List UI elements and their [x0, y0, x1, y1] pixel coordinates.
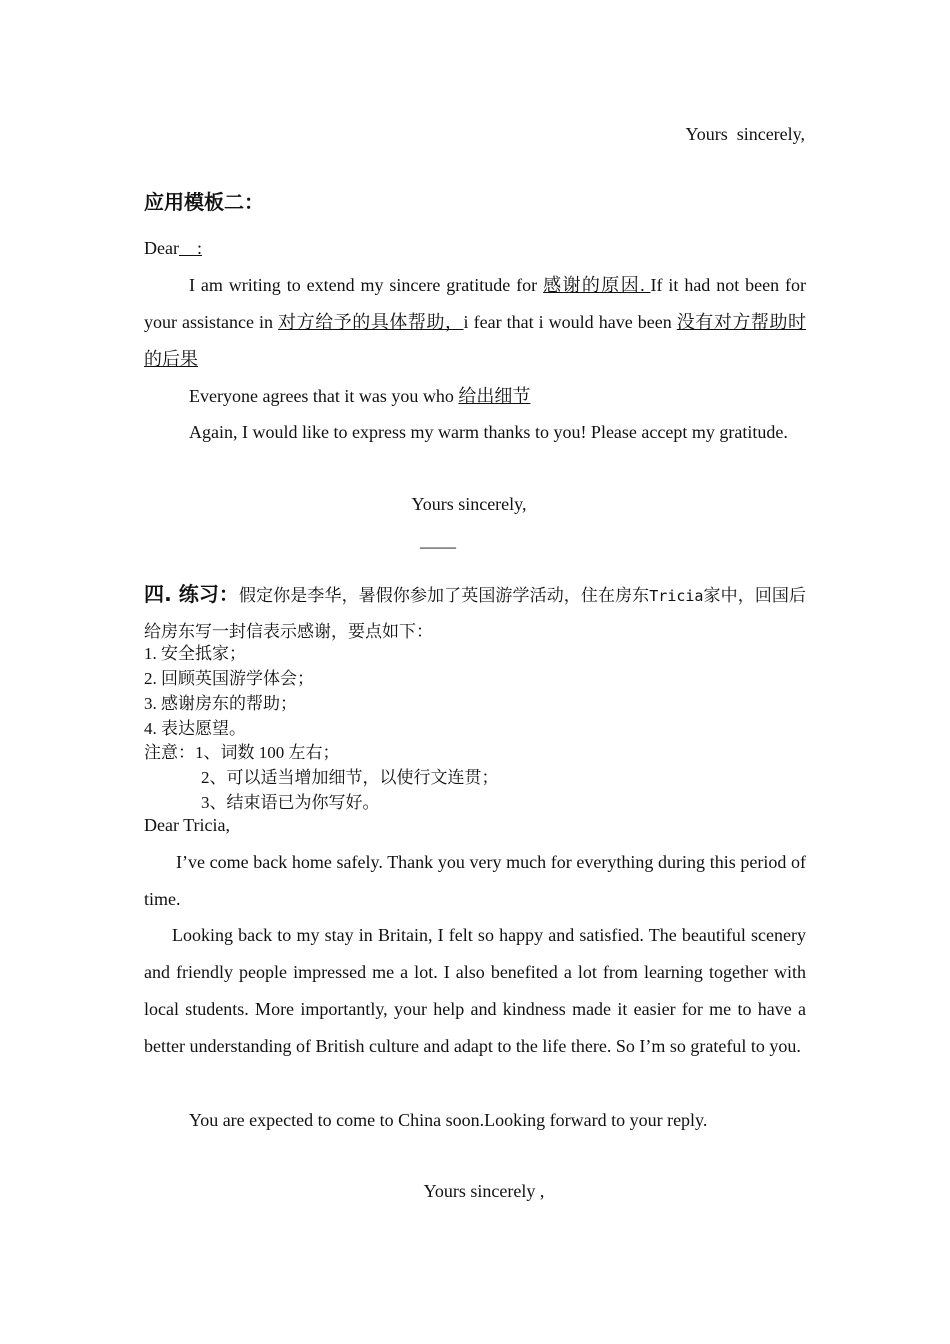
text-span: Tricia — [649, 587, 704, 605]
template-paragraph-1 — [144, 267, 806, 378]
note-item: 3、结束语已为你写好。 — [201, 793, 380, 812]
letter-paragraph-3: You are expected to come to China soon.Looking forward to your reply. — [189, 1110, 708, 1130]
text-span: i fear that i would have been — [463, 312, 677, 332]
signature-line: ____ — [420, 530, 456, 550]
point-item: 3. 感谢房东的帮助； — [144, 694, 297, 713]
text-span: If it had not been for your assistance in — [144, 275, 806, 332]
note-item: 注意：1、词数 100 左右； — [144, 743, 340, 762]
salutation-dear: Dear — [144, 238, 179, 258]
blank-help: 对方给予的具体帮助， — [278, 312, 464, 332]
exercise-notes — [144, 740, 499, 815]
blank-reason: 感谢的原因. — [543, 275, 651, 295]
exercise-points — [144, 641, 314, 741]
template-closing: Yours sincerely, — [411, 494, 527, 514]
salutation-blank: : — [178, 238, 202, 258]
blank-details: 给出细节 — [458, 386, 531, 406]
letter-paragraph-2: Looking back to my stay in Britain, I felt so happy and satisfied. The beautiful scenery and friendly people impressed me a lot. I also benefited a lot from learning together with local students. More importantly, your help and kindness made it easier for me to have a better understanding of British culture and adapt to the life there. So I’m so grateful to you. — [144, 925, 806, 1056]
point-item: 1. 安全抵家； — [144, 644, 246, 663]
template-salutation — [144, 238, 202, 259]
exercise-heading: 四. 练习： — [144, 582, 240, 606]
text-span: 家中，回国后给房东写一封信表示感谢，要点如下： — [144, 586, 807, 641]
text-span: Everyone agrees that it was you who — [189, 386, 459, 406]
blank-consequence: 没有对方帮助时的后果 — [144, 312, 807, 369]
template-paragraph-2 — [144, 378, 806, 415]
letter-salutation: Dear Tricia, — [144, 815, 230, 835]
exercise-prompt — [144, 576, 806, 650]
letter-paragraph-1: I’ve come back home safely. Thank you very much for everything during this period of time. — [144, 852, 806, 909]
text-span: I am writing to extend my sincere gratitude for — [189, 275, 544, 295]
closing-top: Yours sincerely, — [685, 124, 805, 144]
note-item: 2、可以适当增加细节，以使行文连贯； — [201, 768, 499, 787]
point-item: 4. 表达愿望。 — [144, 719, 246, 738]
template-heading: 应用模板二： — [144, 190, 264, 214]
template-paragraph-3: Again, I would like to express my warm thanks to you! Please accept my gratitude. — [189, 422, 788, 442]
letter-closing: Yours sincerely , — [423, 1181, 545, 1201]
text-span: 假定你是李华，暑假你参加了英国游学活动，住在房东 — [239, 586, 650, 605]
point-item: 2. 回顾英国游学体会； — [144, 669, 314, 688]
